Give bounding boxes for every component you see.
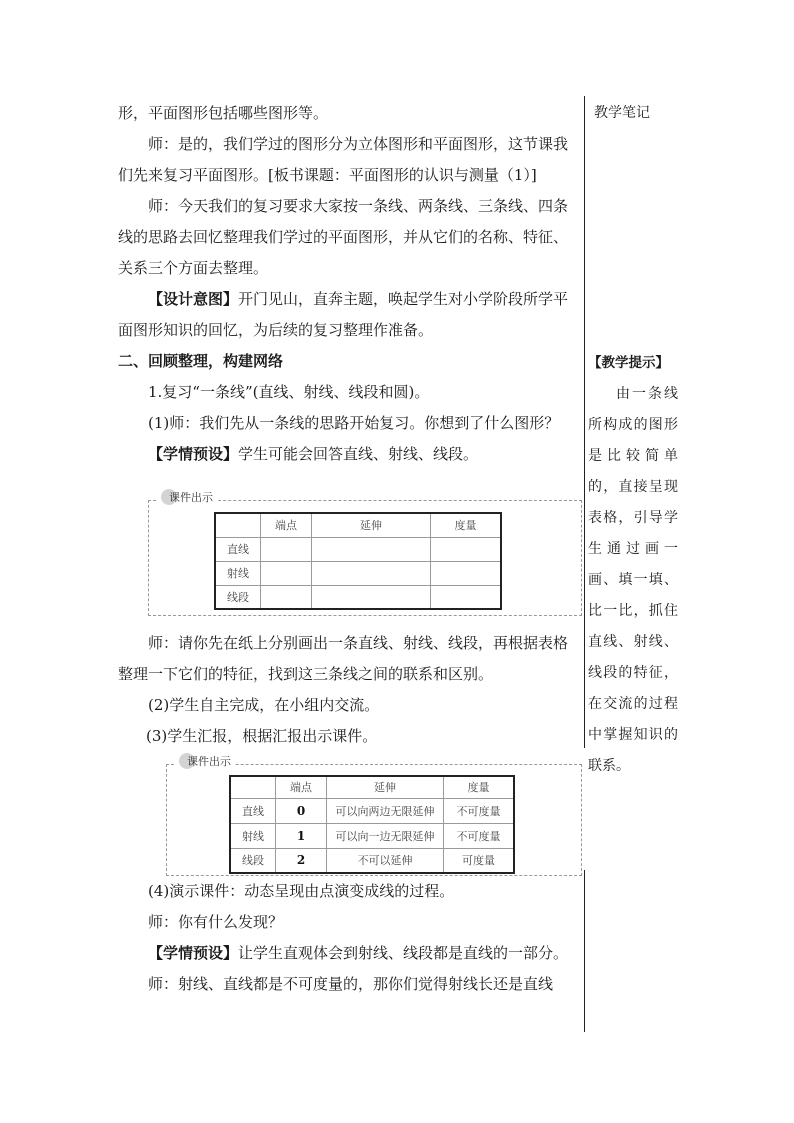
table-cell — [312, 537, 431, 561]
teaching-notes-title: 教学笔记 — [594, 105, 650, 121]
table-row — [230, 823, 514, 848]
table-cell: 线段 — [215, 585, 261, 609]
courseware-tag — [175, 753, 235, 769]
table-row — [230, 798, 514, 823]
paragraph: 1.复习“一条线”(直线、射线、线段和圆)。 — [148, 383, 430, 401]
section-heading: 二、回顾整理，构建网络 — [118, 352, 284, 370]
table-cell: 不可度量 — [444, 823, 515, 848]
table-cell: 不可度量 — [444, 798, 515, 823]
table-header: 端点 — [276, 776, 327, 798]
table-cell: 直线 — [215, 537, 261, 561]
teaching-tip-heading: 【教学提示】 — [588, 355, 669, 371]
table-header — [215, 513, 261, 537]
sidebar-divider-bottom — [584, 870, 585, 1032]
design-intent-paragraph — [118, 284, 582, 346]
feature-table — [229, 775, 515, 874]
paragraph: 师：请你先在纸上分别画出一条直线、射线、线段，再根据表格整理一下它们的特征，找到这三条线之间的联系和区别。 — [118, 634, 569, 683]
table-cell: 1 — [276, 823, 327, 848]
courseware-tag — [157, 489, 217, 505]
table-row — [215, 585, 501, 609]
paragraph: (3)学生汇报，根据汇报出示课件。 — [146, 727, 378, 745]
table-cell: 射线 — [215, 561, 261, 585]
table-header — [230, 776, 276, 798]
table-header: 度量 — [431, 513, 502, 537]
student-preview-paragraph — [118, 439, 582, 470]
paragraph: 师：是的，我们学过的图形分为立体图形和平面图形，这节课我们先来复习平面图形。[板书课题：平面图形的认识与测量（1）] — [118, 135, 569, 184]
main-content — [118, 98, 582, 470]
table-cell: 可度量 — [444, 848, 515, 873]
table-cell — [261, 537, 312, 561]
student-preview-tag: 【学情预设】 — [148, 445, 239, 463]
table-cell: 2 — [276, 848, 327, 873]
table-cell: 射线 — [230, 823, 276, 848]
student-preview-tag: 【学情预设】 — [148, 944, 239, 962]
table-header: 延伸 — [312, 513, 431, 537]
courseware-label: 课件出示 — [187, 755, 231, 768]
table-row — [215, 561, 501, 585]
main-content-middle — [118, 628, 582, 752]
table-cell — [261, 585, 312, 609]
table-cell — [431, 561, 502, 585]
design-intent-text: 开门见山，直奔主题，唤起学生对小学阶段所学平面图形知识的回忆，为后续的复习整理作准备。 — [118, 290, 569, 339]
paragraph: 师：你有什么发现？ — [148, 913, 284, 931]
table-cell — [312, 585, 431, 609]
table-header: 端点 — [261, 513, 312, 537]
teaching-tip-text: 由一条线所构成的图形是比较简单的，直接呈现表格，引导学生通过画一画、填一填、比一比，抓住直线、射线、线段的特征，在交流的过程中掌握知识的联系。 — [588, 386, 678, 774]
table-row — [215, 537, 501, 561]
paragraph: 形，平面图形包括哪些图形等。 — [118, 104, 329, 122]
paragraph: 师：射线、直线都是不可度量的，那你们觉得射线长还是直线 — [148, 975, 554, 993]
main-content-bottom — [118, 876, 582, 1000]
design-intent-tag: 【设计意图】 — [148, 290, 239, 308]
paragraph: (2)学生自主完成，在小组内交流。 — [148, 696, 380, 714]
sidebar-divider-top — [584, 96, 585, 748]
paragraph: (4)演示课件：动态呈现由点演变成线的过程。 — [148, 882, 455, 900]
paragraph: 师：今天我们的复习要求大家按一条线、两条线、三条线、四条线的思路去回忆整理我们学过的平面图形，并从它们的名称、特征、关系三个方面去整理。 — [118, 197, 569, 277]
table-cell — [431, 585, 502, 609]
table-cell: 0 — [276, 798, 327, 823]
student-preview-text: 让学生直观体会到射线、线段都是直线的一部分。 — [238, 944, 569, 962]
teaching-tip — [588, 348, 678, 782]
table-row — [230, 848, 514, 873]
table-cell — [431, 537, 502, 561]
blank-feature-table — [214, 512, 502, 610]
table-header: 度量 — [444, 776, 515, 798]
table-cell: 不可以延伸 — [327, 848, 444, 873]
table-cell: 可以向两边无限延伸 — [327, 798, 444, 823]
student-preview-paragraph-2 — [118, 938, 582, 969]
table-cell: 可以向一边无限延伸 — [327, 823, 444, 848]
paragraph: (1)师：我们先从一条线的思路开始复习。你想到了什么图形？ — [148, 414, 560, 432]
table-cell — [312, 561, 431, 585]
table-header: 延伸 — [327, 776, 444, 798]
table-cell: 直线 — [230, 798, 276, 823]
table-cell: 线段 — [230, 848, 276, 873]
student-preview-text: 学生可能会回答直线、射线、线段。 — [238, 445, 479, 463]
table-cell — [261, 561, 312, 585]
courseware-label: 课件出示 — [169, 491, 213, 504]
